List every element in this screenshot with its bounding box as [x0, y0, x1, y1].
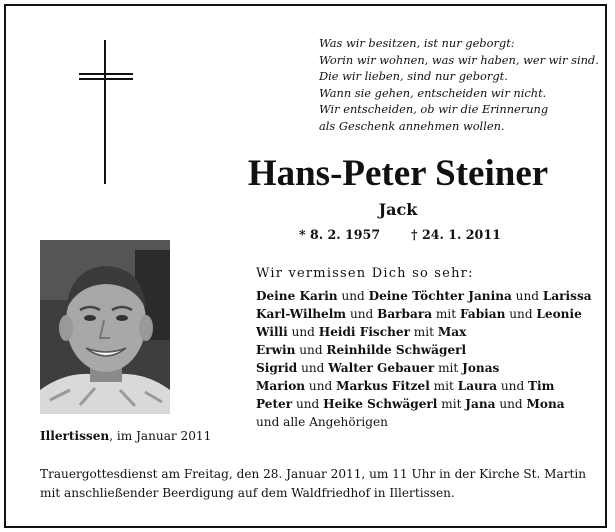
connector: mit — [409, 325, 438, 339]
mourner-name: Fabian — [459, 307, 506, 321]
connector: und — [505, 307, 537, 321]
mourner-name: Barbara — [377, 307, 433, 321]
poem-line: Wann sie gehen, entscheiden wir nicht. — [319, 85, 547, 100]
mourner-name: Heike Schwägerl — [323, 397, 438, 411]
mourner-name: Sigrid — [256, 361, 298, 375]
poem-line: Worin wir wohnen, was wir haben, wer wir sind. — [319, 52, 599, 67]
mourner-name: Karl-Wilhelm — [256, 307, 347, 321]
service-line: mit anschließender Beerdigung auf dem Waldfriedhof in Illertissen. — [40, 486, 455, 500]
mourner-line — [256, 287, 592, 305]
connector: mit — [429, 379, 458, 393]
service-line: Trauergottesdienst am Freitag, den 28. Januar 2011, um 11 Uhr in der Kirche St. Martin — [40, 467, 587, 481]
connector: und — [346, 307, 378, 321]
mourner-name: Erwin — [256, 343, 296, 357]
birth-date: * 8. 2. 1957 — [299, 227, 381, 242]
service-info — [40, 465, 586, 503]
connector: und — [497, 379, 529, 393]
mourner-name: Max — [437, 325, 467, 339]
mourner-name: Markus Fitzel — [336, 379, 430, 393]
connector: mit — [437, 397, 466, 411]
connector: und — [295, 343, 327, 357]
place-month: , im Januar 2011 — [109, 429, 212, 443]
mourner-line — [256, 305, 592, 323]
life-dates — [299, 227, 499, 243]
portrait-photo — [40, 240, 170, 414]
connector: mit — [434, 361, 463, 375]
place-city: Illertissen — [40, 429, 110, 443]
mourner-name: Tim — [528, 379, 555, 393]
poem-line: Was wir besitzen, ist nur geborgt: — [319, 36, 515, 50]
mourner-line — [256, 395, 592, 413]
miss-line: Wir vermissen Dich so sehr: — [256, 266, 474, 281]
mourner-name: Deine Karin — [256, 289, 338, 303]
mourner-name: Mona — [526, 397, 565, 411]
death-date: † 24. 1. 2011 — [411, 227, 501, 242]
poem — [319, 35, 599, 135]
deceased-name: Hans-Peter Steiner — [247, 153, 549, 194]
connector: und — [337, 289, 369, 303]
mourner-name: Reinhilde Schwägerl — [326, 343, 467, 357]
mourner-line — [256, 359, 592, 377]
connector: und — [305, 379, 337, 393]
poem-line: als Geschenk annehmen wollen. — [319, 118, 505, 133]
mourner-name: Leonie — [536, 307, 582, 321]
mourner-line-relatives: und alle Angehörigen — [256, 415, 388, 429]
mourner-name: Larissa — [542, 289, 592, 303]
connector: und — [511, 289, 543, 303]
mourner-name: Jonas — [462, 361, 500, 375]
mourner-name: Laura — [457, 379, 498, 393]
mourner-line — [256, 323, 592, 341]
connector: und — [292, 397, 324, 411]
mourner-name: Peter — [256, 397, 293, 411]
mourner-name: Walter Gebauer — [328, 361, 435, 375]
connector: und — [287, 325, 319, 339]
mourners-list — [256, 287, 592, 431]
mourner-name: Marion — [256, 379, 306, 393]
connector: und — [297, 361, 329, 375]
mourner-line — [256, 377, 592, 395]
mourner-name: Deine Töchter Janina — [368, 289, 512, 303]
place-date — [40, 429, 211, 443]
connector: und — [495, 397, 527, 411]
poem-line: Die wir lieben, sind nur geborgt. — [319, 69, 508, 84]
poem-line: Wir entscheiden, ob wir die Erinnerung — [319, 102, 549, 117]
mourner-name: Heidi Fischer — [318, 325, 410, 339]
mourner-name: Jana — [465, 397, 496, 411]
nickname: Jack — [378, 200, 418, 219]
mourner-name: Willi — [256, 325, 288, 339]
connector: mit — [432, 307, 460, 321]
mourner-line — [256, 341, 592, 359]
